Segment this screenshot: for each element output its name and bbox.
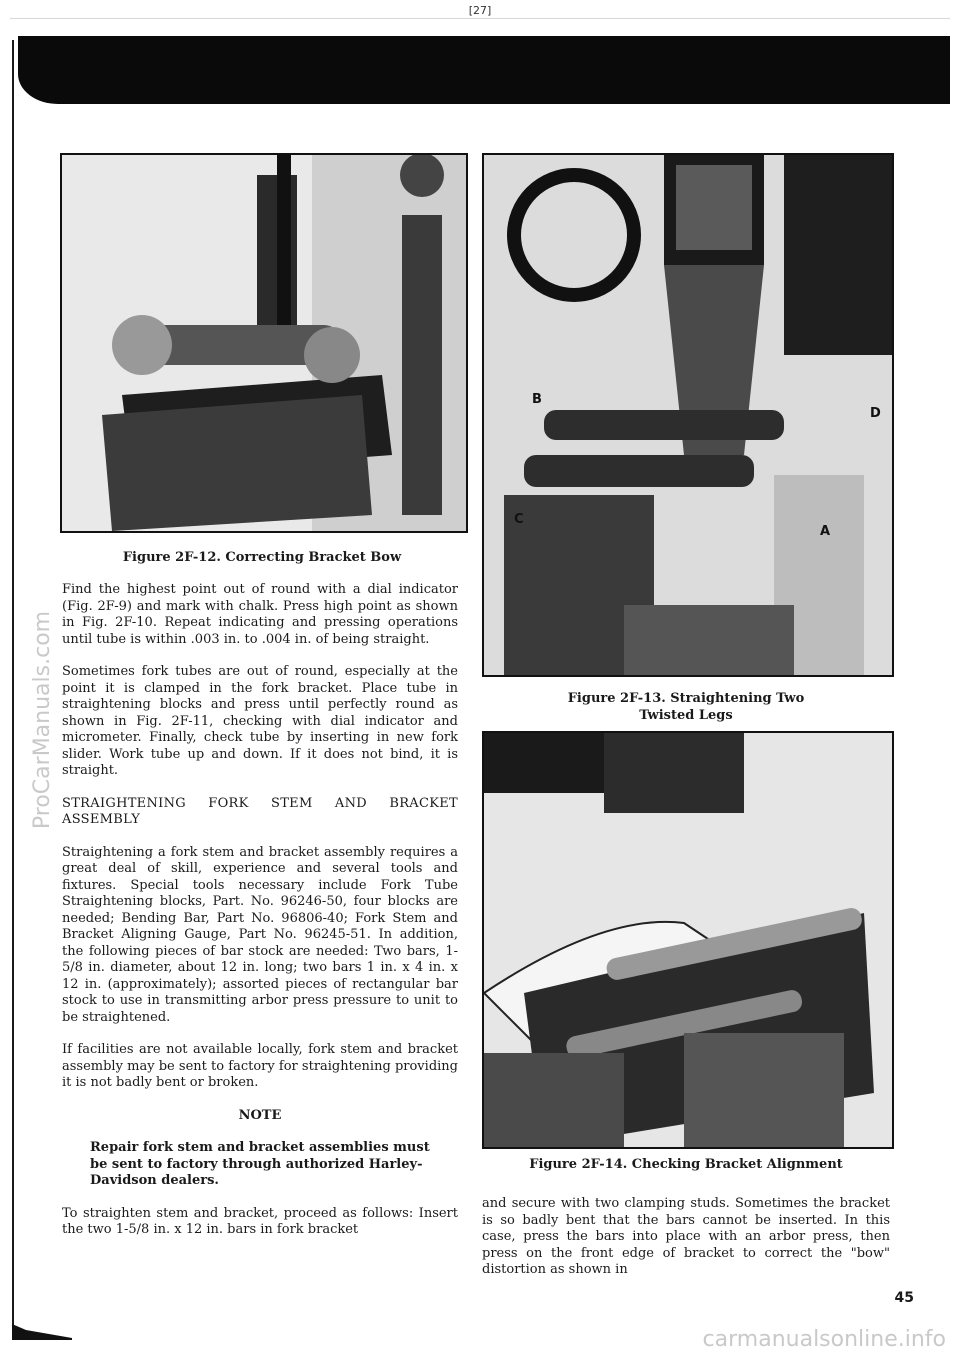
paragraph-out-of-round: Sometimes fork tubes are out of round, especially at the point it is clamped in the fork bracket. Place tube in straightening blocks and press until perfectly round as shown in Fig. 2F-11, checking with dial indicator and micrometer. Finally, check tube by inserting in new fork slider. Work tube up and down. If it does not bind, it is straight. <box>62 664 458 778</box>
figure-2f-13-photo <box>482 153 894 677</box>
label-b: B <box>532 392 542 407</box>
label-a: A <box>820 524 831 539</box>
note-title: NOTE <box>238 1107 282 1123</box>
figure-2f-12-caption: Figure 2F-12. Correcting Bracket Bow <box>122 550 402 565</box>
left-watermark: ProCarManuals.com <box>30 610 55 830</box>
left-column <box>62 582 458 1255</box>
figure-2f-12-photo <box>60 153 468 533</box>
paragraph-tools: Straightening a fork stem and bracket assembly requires a great deal of skill, experience and several tools and fixtures. Special tools necessary include Fork Tube Straightening blocks, Part. No. 96246-50, four blocks are needed; Bending Bar, Part No. 96806-40; Fork Stem and Bracket Aligning Gauge, Part No. 96245-51. In addition, the following pieces of bar stock are needed: Two bars, 1-5/8 in. diameter, about 12 in. long; two bars 1 in. x 4 in. x 12 in. (approximately); assorted pieces of rectangular bar stock to use in transmitting arbor press pressure to unit to be straightened. <box>62 844 458 1025</box>
figure-2f-13-caption-line1: Figure 2F-13. Straightening Two <box>567 691 805 706</box>
paragraph-dial-indicator: Find the highest point out of round with a dial indicator (Fig. 2F-9) and mark with chalk. Press high point as shown in Fig. 2F-10. Repeat indicating and pressing operations until tube is within .003 in. to .004 in. of being straight. <box>62 582 458 647</box>
figure-2f-14-photo <box>482 731 894 1149</box>
label-d: D <box>870 406 881 421</box>
figure-2f-13-caption <box>482 690 890 724</box>
figure-2f-14-caption: Figure 2F-14. Checking Bracket Alignment <box>529 1157 843 1172</box>
paragraph-clamping: and secure with two clamping studs. Sometimes the bracket is so badly bent that the bars cannot be inserted. In this case, press the bars into place with an arbor press, then press on the front edge of bracket to correct the "bow" distortion as shown in <box>482 1196 890 1277</box>
bracket-alignment-photo-icon <box>484 733 892 1147</box>
right-column <box>482 1196 890 1295</box>
page-number: 45 <box>894 1290 914 1306</box>
page-top-label: [27] <box>468 4 492 17</box>
paragraph-procedure: To straighten stem and bracket, proceed as follows: Insert the two 1-5/8 in. x 12 in. bars in fork bracket <box>62 1205 458 1237</box>
top-divider <box>10 18 950 19</box>
corner-mark-icon <box>12 1324 72 1340</box>
section-heading: STRAIGHTENING FORK STEM AND BRACKET ASSEMBLY <box>62 795 458 827</box>
header-band <box>18 36 950 104</box>
bottom-watermark: carmanualsonline.info <box>702 1327 946 1352</box>
note-body: Repair fork stem and bracket assemblies must be sent to factory through authorized Harley-Davidson dealers. <box>90 1140 430 1188</box>
arbor-press-photo-icon <box>484 155 892 675</box>
left-margin-rule <box>12 40 14 1330</box>
bracket-press-photo-icon <box>62 155 466 531</box>
figure-2f-13-caption-line2: Twisted Legs <box>639 708 733 723</box>
label-c: C <box>514 512 524 527</box>
paragraph-factory: If facilities are not available locally, fork stem and bracket assembly may be sent to factory for straightening providing it is not badly bent or broken. <box>62 1042 458 1090</box>
